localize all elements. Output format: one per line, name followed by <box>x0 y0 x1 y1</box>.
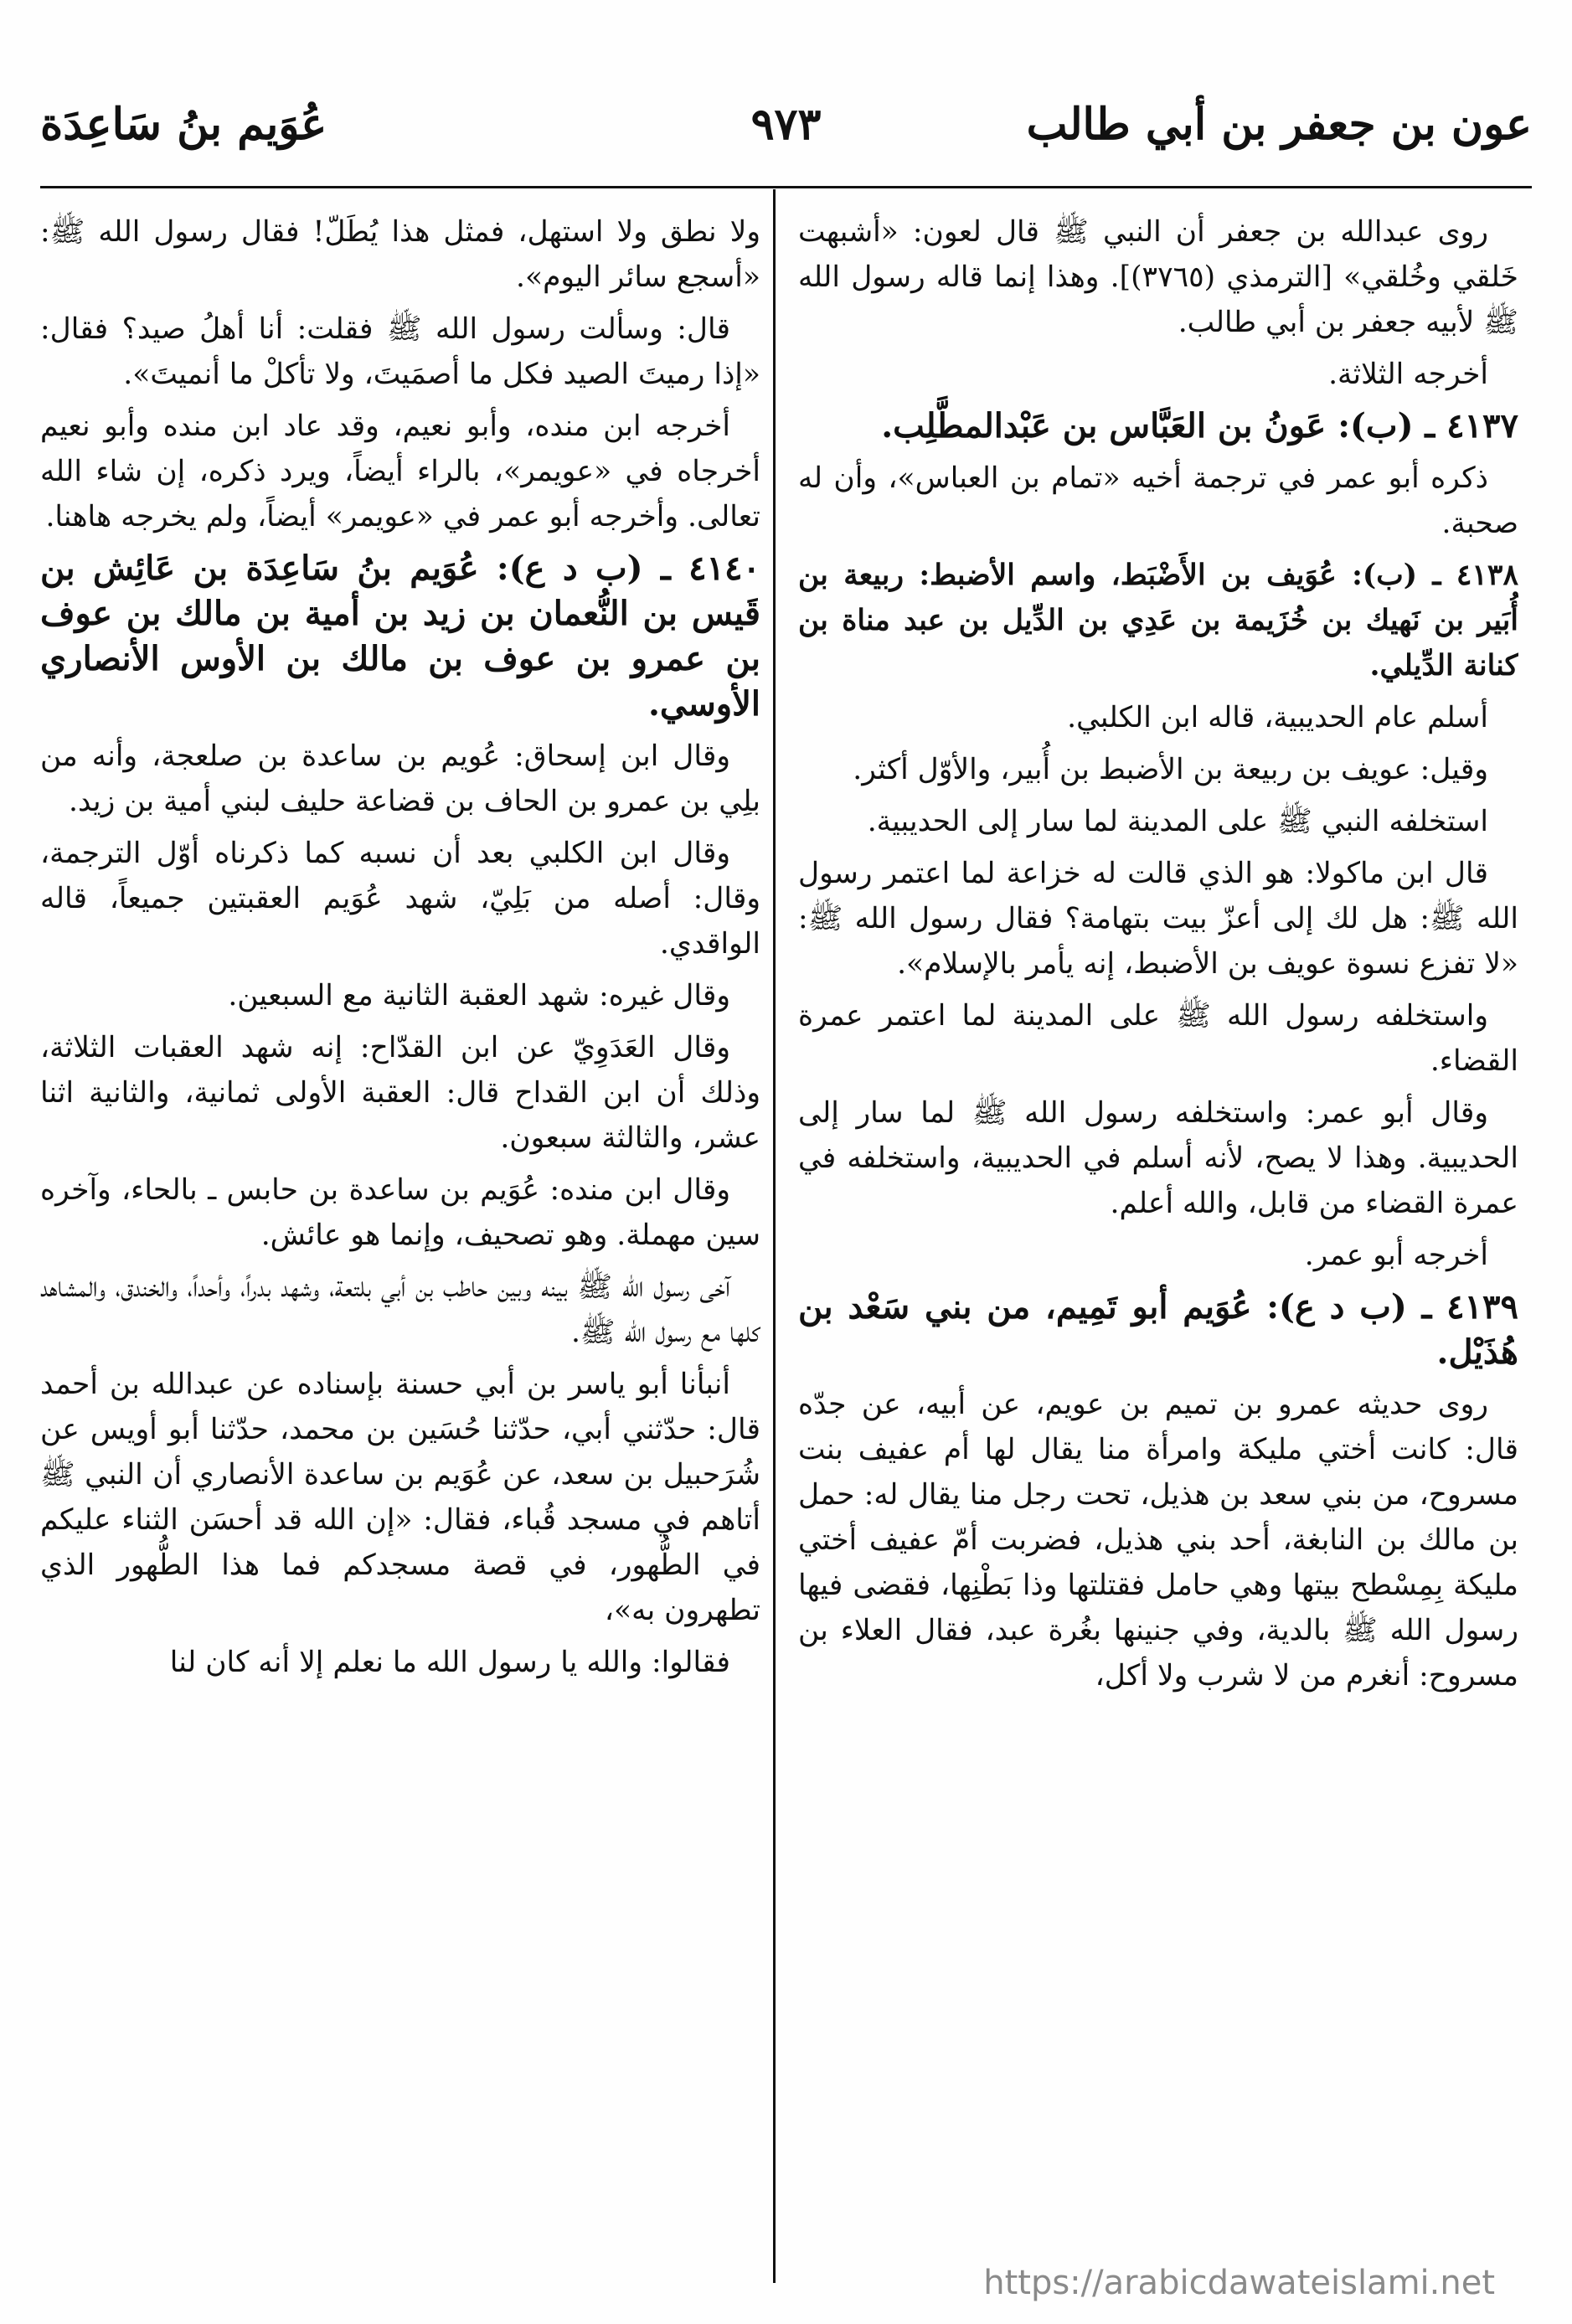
paragraph: فقالوا: والله يا رسول الله ما نعلم إلا أنه كان لنا <box>169 1646 730 1679</box>
paragraph: واستخلفه رسول الله ﷺ على المدينة لما اعتمر عمرة القضاء. <box>798 999 1518 1078</box>
right-column <box>798 209 1518 2270</box>
paragraph: روى عبدالله بن جعفر أن النبي ﷺ قال لعون: «أشبهت خَلقي وخُلقي» [الترمذي (٣٧٦٥)]. وهذا إنما قاله رسول الله ﷺ لأبيه جعفر بن أبي طالب. <box>798 215 1518 339</box>
paragraph: وقال العَدَوِيّ عن ابن القدّاح: إنه شهد العقبات الثلاثة، وذلك أن ابن القداح قال: العقبة الأولى ثمانية، والثانية اثنا عشر، والثالثة سبعون. <box>40 1031 760 1155</box>
paragraph: استخلفه النبي ﷺ على المدينة لما سار إلى الحديبية. <box>867 805 1488 838</box>
paragraph: أخرجه أبو عمر. <box>1304 1239 1488 1272</box>
column-divider <box>773 189 776 2283</box>
paragraph: وقال ابن الكلبي بعد أن نسبه كما ذكرناه أوّل الترجمة، وقال: أصله من بَلِيّ، شهد عُوَيم العقبتين جميعاً، قاله الواقدي. <box>40 837 760 961</box>
left-column <box>40 209 760 2270</box>
running-title-left: عُوَيم بنُ سَاعِدَة <box>40 99 327 150</box>
paragraph: وقال أبو عمر: واستخلفه رسول الله ﷺ لما سار إلى الحديبية. وهذا لا يصح، لأنه أسلم في الحديبية، واستخلفه في عمرة القضاء من قابل، والله أعلم. <box>798 1096 1518 1220</box>
header-rule <box>40 186 1532 188</box>
paragraph: قال ابن ماكولا: هو الذي قالت له خزاعة لما اعتمر رسول الله ﷺ: هل لك إلى أعزّ بيت بتهامة؟ فقال رسول الله ﷺ: «لا تفزع نسوة عويف بن الأضبط، إنه يأمر بالإسلام». <box>798 857 1518 981</box>
paragraph: وقال غيره: شهد العقبة الثانية مع السبعين. <box>228 979 730 1013</box>
paragraph: أنبأنا أبو ياسر بن أبي حسنة بإسناده عن عبدالله بن أحمد قال: حدّثني أبي، حدّثنا حُسَين بن محمد، حدّثنا أبو أويس عن شُرَحبيل بن سعد، عن عُوَيم بن ساعدة الأنصاري أن النبي ﷺ أتاهم في مسجد قُباء، فقال: «إن الله قد أحسَن الثناء عليكم في الطُّهور، في قصة مسجدكم فما هذا الطُّهور الذي تطهرون به»، <box>40 1368 760 1627</box>
paragraph: وقال ابن منده: عُوَيم بن ساعدة بن حابس ـ بالحاء، وآخره سين مهملة. وهو تصحيف، وإنما هو عائش. <box>40 1173 760 1252</box>
entry-heading: ٤١٣٩ ـ (ب د ع): عُوَيم أبو تَمِيم، من بني سَعْد بن هُذَيْل. <box>798 1287 1518 1372</box>
entry-heading: ٤١٤٠ ـ (ب د ع): عُوَيم بنُ سَاعِدَة بن عَائِش بن قَيس بن النُّعمان بن زيد بن أمية بن مالك بن عوف بن عمرو بن عوف بن مالك بن الأوس الأنصاري الأوسي. <box>40 549 760 724</box>
paragraph: قال: وسألت رسول الله ﷺ فقلت: أنا أهلُ صيد؟ فقال: «إذا رميتَ الصيد فكل ما أصمَيتَ، ولا تأكلْ ما أنميتَ». <box>40 312 760 391</box>
paragraph: روى حديثه عمرو بن تميم بن عويم، عن أبيه، عن جدّه قال: كانت أختي مليكة وامرأة منا يقال لها أم عفيف بنت مسروح، من بني سعد بن هذيل، تحت رجل منا يقال له: حمل بن مالك بن النابغة، أحد بني هذيل، فضربت أمّ عفيف أختي مليكة بِمِسْطح بيتها وهي حامل فقتلتها وذا بَطْنِها، فقضى فيها رسول الله ﷺ بالدية، وفي جنينها بغُرة عبد، فقال العلاء بن مسروح: أنغرم من لا شرب ولا أكل، <box>798 1388 1518 1693</box>
paragraph: أخرجه ابن منده، وأبو نعيم، وقد عاد ابن منده وأبو نعيم أخرجاه في «عويمر»، بالراء أيضاً، ويرد ذكره، إن شاء الله تعالى. وأخرجه أبو عمر في «عويمر» أيضاً، ولم يخرجه هاهنا. <box>40 410 760 533</box>
paragraph: وقيل: عويف بن ربيعة بن الأضبط بن أُبير، والأوّل أكثر. <box>853 753 1488 786</box>
paragraph: أسلم عام الحديبية، قاله ابن الكلبي. <box>1067 701 1488 734</box>
paragraph: ولا نطق ولا استهل، فمثل هذا يُطَلّ! فقال رسول الله ﷺ: «أسجع سائر اليوم». <box>40 215 760 294</box>
page-header <box>40 99 1532 176</box>
entry-heading: ٤١٣٧ ـ (ب): عَونُ بن العَبَّاس بن عَبْدالمطَّلِب. <box>881 406 1518 446</box>
running-title-right: عون بن جعفر بن أبي طالب <box>1026 99 1532 150</box>
page-number: ٩٧٣ <box>750 99 822 150</box>
source-watermark: https://arabicdawateislami.net <box>983 2264 1495 2302</box>
paragraph: وقال ابن إسحاق: عُويم بن ساعدة بن صلعجة، وأنه من بلِي بن عمرو بن الحاف بن قضاعة حليف لبني أمية بن زيد. <box>40 739 760 818</box>
entry-paragraph: ٤١٣٨ ـ (ب): عُوَيف بن الأَضْبَط، واسم الأضبط: ربيعة بن أُبَير بن نَهيك بن خُزَيمة بن عَدِي بن الدِّيل بن عبد مناة بن كنانة الدِّيلي. <box>798 559 1518 683</box>
paragraph: آخى رسول الله ﷺ بينه وبين حاطب بن أبي بلتعة، وشهد بدراً، وأحداً، والخندق، والمشاهد كلها مع رسول الله ﷺ. <box>40 1270 760 1349</box>
paragraph: ذكره أبو عمر في ترجمة أخيه «تمام بن العباس»، وأن له صحبة. <box>798 461 1518 540</box>
paragraph: أخرجه الثلاثة. <box>1328 358 1488 391</box>
